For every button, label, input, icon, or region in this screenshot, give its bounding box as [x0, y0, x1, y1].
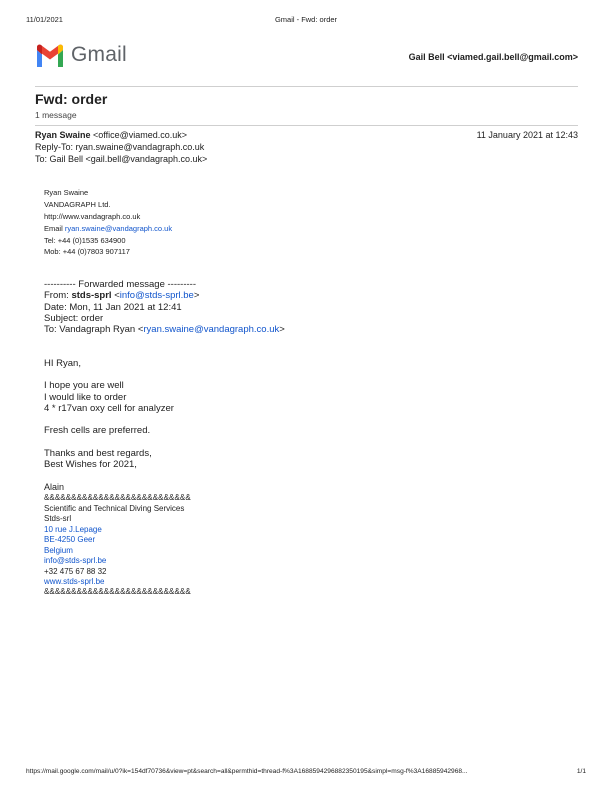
sig-email-link[interactable]: ryan.swaine@vandagraph.co.uk — [64, 224, 173, 233]
sig-website-link[interactable]: http://www.vandagraph.co.uk — [44, 212, 141, 221]
header-divider — [35, 86, 578, 87]
greeting: HI Ryan, — [44, 358, 81, 369]
org-web-link[interactable]: www.stds-sprl.be — [44, 577, 105, 586]
print-url: https://mail.google.com/mail/u/0?ik=154df70736&view=pt&search=all&permthid=thread-f%3A1688594296882350195&simpl=msg-f%3A16885942968... — [26, 768, 468, 775]
subject-divider — [35, 125, 578, 126]
sig-email — [44, 224, 172, 233]
body-line-2: I would like to order — [44, 392, 127, 403]
forward-from-name: stds-sprl — [71, 290, 112, 301]
address-line-2[interactable]: BE-4250 Geer — [44, 535, 96, 544]
body-line-3: 4 * r17van oxy cell for analyzer — [44, 403, 174, 414]
forward-divider: ---------- Forwarded message --------- — [44, 279, 196, 290]
forward-to-label: To: Vandagraph Ryan < — [44, 324, 144, 335]
message-date: 11 January 2021 at 12:43 — [476, 130, 578, 140]
thread-subject: Fwd: order — [35, 91, 108, 107]
message-count: 1 message — [35, 110, 77, 120]
forward-to-suffix: > — [279, 324, 285, 335]
sender-name: Ryan Swaine — [35, 130, 91, 140]
forward-to-email-link[interactable]: ryan.swaine@vandagraph.co.uk — [143, 324, 280, 335]
print-page-number: 1/1 — [576, 768, 586, 775]
print-date: 11/01/2021 — [26, 15, 63, 24]
print-title: Gmail - Fwd: order — [274, 15, 338, 24]
reply-to: Reply-To: ryan.swaine@vandagraph.co.uk — [35, 142, 205, 152]
address-country[interactable]: Belgium — [44, 546, 73, 555]
forward-date: Date: Mon, 11 Jan 2021 at 12:41 — [44, 302, 182, 313]
forward-from: From: stds-sprl <info@stds-sprl.be> — [44, 290, 200, 301]
sender — [35, 130, 187, 140]
address-line-1[interactable]: 10 rue J.Lepage — [44, 525, 102, 534]
gmail-logo-text: Gmail — [71, 43, 127, 66]
gmail-logo-icon — [35, 44, 65, 69]
amp-line-bottom: &&&&&&&&&&&&&&&&&&&&&&&&&&& — [44, 587, 191, 596]
sig-email-label: Email — [44, 224, 65, 233]
sig-tel: Tel: +44 (0)1535 634900 — [44, 236, 126, 245]
forward-from-email-link[interactable]: info@stds-sprl.be — [119, 290, 194, 301]
sig-mob: Mob: +44 (0)7803 907117 — [44, 247, 130, 256]
sender-email: <office@viamed.co.uk> — [93, 130, 188, 140]
signoff-name: Alain — [44, 482, 65, 492]
org-email-link[interactable]: info@stds-sprl.be — [44, 556, 107, 565]
body-line-1: I hope you are well — [44, 380, 124, 391]
org-phone: +32 475 67 88 32 — [44, 567, 107, 576]
sig-company: VANDAGRAPH Ltd. — [44, 200, 111, 209]
closing-2: Best Wishes for 2021, — [44, 459, 137, 470]
org-name: Scientific and Technical Diving Services — [44, 504, 185, 513]
forward-from-label: From: — [44, 290, 72, 301]
org-short: Stds-srl — [44, 514, 72, 523]
amp-line-top: &&&&&&&&&&&&&&&&&&&&&&&&&&& — [44, 493, 191, 502]
to-line: To: Gail Bell <gail.bell@vandagraph.co.uk> — [35, 154, 208, 164]
body-line-4: Fresh cells are preferred. — [44, 425, 151, 436]
sig-name: Ryan Swaine — [44, 188, 89, 197]
forward-to — [44, 324, 285, 335]
forward-subject: Subject: order — [44, 313, 104, 324]
closing-1: Thanks and best regards, — [44, 448, 152, 459]
account-label: Gail Bell <viamed.gail.bell@gmail.com> — [408, 52, 578, 62]
